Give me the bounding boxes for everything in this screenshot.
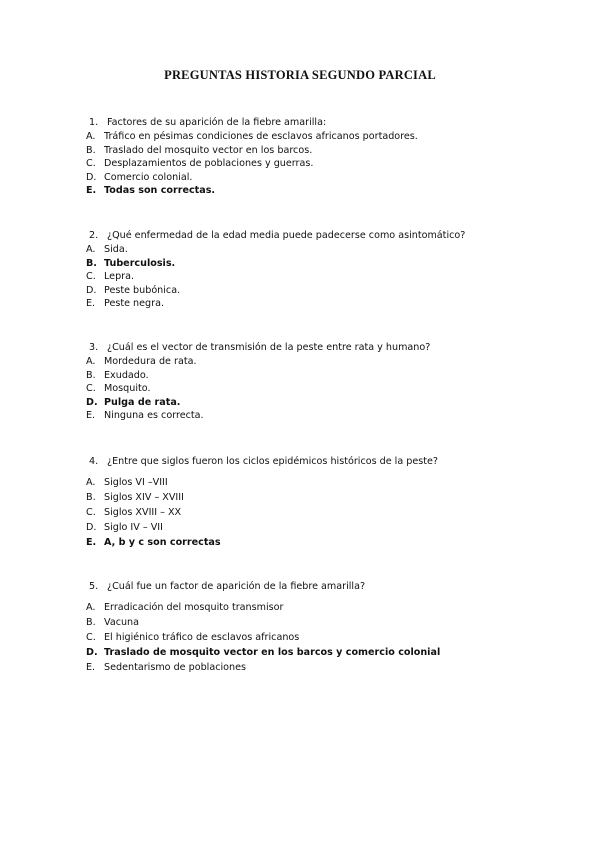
question-text [86,455,526,469]
question-prompt: ¿Entre que siglos fueron los ciclos epidémicos históricos de la peste? [107,456,439,467]
option-c [86,630,526,645]
question-text [86,580,526,594]
option-letter: A. [86,131,96,142]
option-c [86,157,526,171]
option-b-correct [86,257,526,271]
question-text [86,116,526,130]
question-prompt: ¿Qué enfermedad de la edad media puede padecerse como asintomático? [107,230,466,241]
question-text [86,341,526,355]
option-text: Siglo IV – VII [104,522,163,533]
option-text: Exudado. [104,369,149,381]
option-letter: E. [86,185,97,197]
option-text: A, b y c son correctas [104,537,221,548]
option-a [86,355,526,369]
option-text: Peste bubónica. [104,284,181,296]
option-text: Siglos XIV – XVIII [104,492,184,503]
option-text: Mosquito. [104,383,151,395]
option-letter: C. [86,271,96,283]
option-letter: E. [86,298,96,310]
option-a [86,600,526,615]
option-letter: D. [86,647,98,658]
option-d [86,284,526,298]
question-3 [86,341,526,423]
question-number: 3. [89,342,99,353]
question-4 [86,455,526,550]
option-text: Sedentarismo de poblaciones [104,662,247,673]
option-text: Pulga de rata. [104,396,181,408]
option-text: Mordedura de rata. [104,356,197,367]
option-letter: C. [86,507,96,518]
option-letter: B. [86,144,96,156]
option-text: Ninguna es correcta. [104,410,204,422]
option-text: Desplazamientos de poblaciones y guerras. [104,158,314,170]
question-prompt: ¿Cuál fue un factor de aparición de la fiebre amarilla? [107,581,366,592]
question-2 [86,229,526,311]
option-e [86,297,526,311]
page-title: PREGUNTAS HISTORIA SEGUNDO PARCIAL [164,68,436,82]
option-text: Comercio colonial. [104,171,193,183]
option-letter: D. [86,171,97,183]
question-text [86,229,526,243]
option-b [86,615,526,630]
option-text: Sida. [104,244,128,255]
option-e [86,660,526,675]
option-text: Traslado de mosquito vector en los barcos y comercio colonial [104,647,441,658]
option-text: Vacuna [104,617,140,628]
option-b [86,490,526,505]
question-number: 1. [89,117,99,128]
option-letter: E. [86,537,97,548]
question-prompt: ¿Cuál es el vector de transmisión de la peste entre rata y humano? [107,342,431,353]
option-letter: C. [86,158,96,170]
option-text: Lepra. [104,271,135,283]
option-letter: E. [86,662,96,673]
option-e-correct [86,535,526,550]
option-letter: A. [86,356,96,367]
option-d-correct [86,396,526,410]
option-d [86,171,526,185]
option-letter: C. [86,632,96,643]
option-text: Siglos XVIII – XX [104,507,182,518]
option-a [86,243,526,257]
option-text: Peste negra. [104,298,165,310]
option-letter: D. [86,522,97,533]
question-number: 2. [89,230,99,241]
option-text: Tráfico en pésimas condiciones de esclavos africanos portadores. [104,131,418,142]
option-letter: A. [86,244,96,255]
option-letter: B. [86,492,96,503]
option-letter: C. [86,383,96,395]
option-d-correct [86,645,526,660]
option-letter: A. [86,477,96,488]
option-c [86,382,526,396]
option-letter: B. [86,617,96,628]
option-b [86,369,526,383]
question-1 [86,116,526,198]
question-prompt: Factores de su aparición de la fiebre amarilla: [107,117,327,128]
option-a [86,475,526,490]
option-text: Siglos VI –VIII [104,477,168,488]
option-letter: B. [86,257,97,269]
option-letter: B. [86,369,96,381]
option-c [86,505,526,520]
option-a [86,130,526,144]
option-letter: D. [86,396,98,408]
option-c [86,270,526,284]
option-e [86,409,526,423]
question-number: 4. [89,456,99,467]
option-text: Erradicación del mosquito transmisor [104,602,284,613]
option-text: El higiénico tráfico de esclavos africanos [104,632,300,643]
option-text: Traslado del mosquito vector en los barcos. [104,144,313,156]
option-letter: D. [86,284,97,296]
question-number: 5. [89,581,99,592]
option-d [86,520,526,535]
option-letter: E. [86,410,96,422]
option-letter: A. [86,602,96,613]
option-text: Tuberculosis. [104,257,176,269]
option-text: Todas son correctas. [104,185,216,197]
option-b [86,144,526,158]
option-e-correct [86,184,526,198]
question-5 [86,580,526,675]
